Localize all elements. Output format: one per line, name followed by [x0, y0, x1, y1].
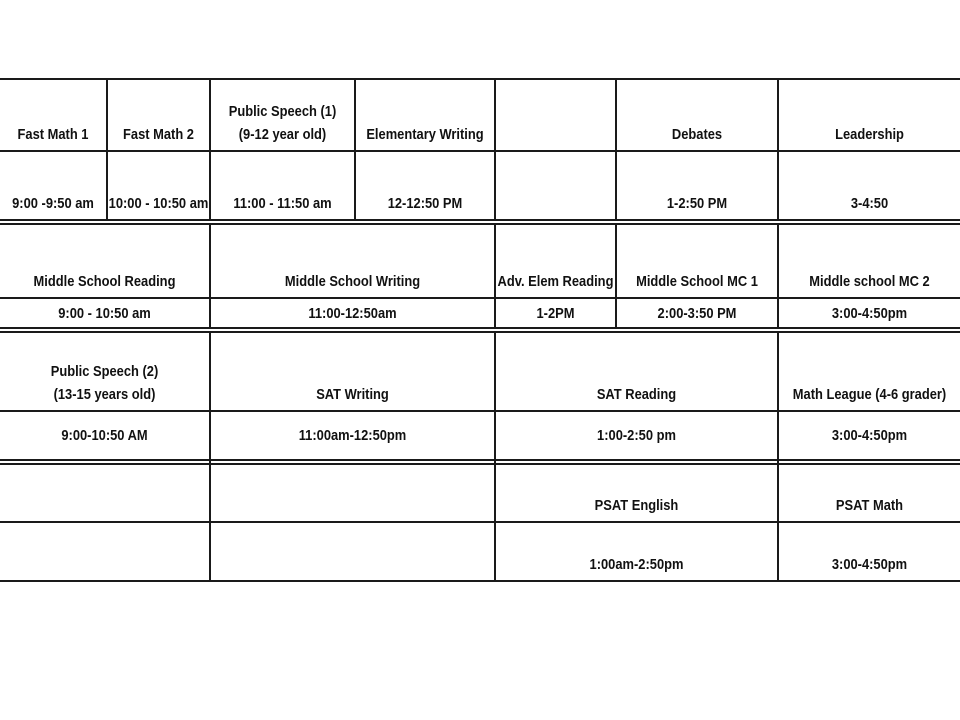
rule	[0, 459, 960, 461]
time-sat-writing	[231, 412, 474, 459]
course-title: SAT Reading	[596, 386, 677, 403]
time-ms-mc1	[628, 299, 766, 327]
course-title: Debates	[671, 126, 723, 143]
course-title: Math League (4-6 grader)	[792, 386, 947, 403]
course-fast-math-1	[7, 80, 98, 150]
course-time: 12-12:50 PM	[387, 195, 463, 212]
course-title: Middle School MC 1	[636, 273, 758, 290]
rule	[494, 223, 496, 329]
rule	[615, 223, 617, 329]
course-ms-reading	[15, 225, 195, 297]
course-title: SAT Writing	[316, 386, 389, 403]
course-time: 1:00-2:50 pm	[597, 427, 676, 444]
time-debates	[628, 152, 766, 219]
course-time: 9:00 -9:50 am	[12, 195, 94, 212]
course-time: 9:00-10:50 AM	[61, 427, 148, 444]
time-math-league	[792, 412, 948, 459]
time-fast-math-2	[108, 152, 209, 219]
rule	[777, 223, 779, 329]
course-title: Fast Math 1	[17, 126, 89, 143]
course-title: Public Speech (2)	[50, 363, 159, 380]
course-time: 3-4:50	[850, 195, 889, 212]
course-time: 3:00-4:50pm	[831, 427, 908, 444]
course-title: PSAT English	[594, 497, 679, 514]
time-public-speech-1	[221, 152, 344, 219]
course-time: 9:00 - 10:50 am	[58, 304, 151, 322]
course-public-speech-2	[15, 333, 195, 410]
course-time: 3:00-4:50pm	[831, 556, 908, 573]
rule	[209, 78, 211, 221]
course-title: Public Speech (1)	[228, 103, 337, 120]
course-title: Middle school MC 2	[809, 273, 930, 290]
time-adv-elem-reading	[504, 299, 606, 327]
course-time: 1:00am-2:50pm	[589, 556, 684, 573]
course-sat-reading	[516, 333, 758, 410]
rule	[0, 580, 960, 582]
rule	[209, 331, 211, 582]
time-ms-reading	[15, 299, 195, 327]
time-ms-writing	[231, 299, 474, 327]
time-public-speech-2	[15, 412, 195, 459]
course-time: 11:00 - 11:50 am	[233, 195, 332, 212]
rule	[494, 331, 496, 582]
course-title: Fast Math 2	[123, 126, 194, 143]
time-elementary-writing	[366, 152, 485, 219]
rule	[0, 219, 960, 221]
course-time: 1-2:50 PM	[666, 195, 728, 212]
course-time: 11:00am-12:50pm	[298, 427, 407, 444]
course-title: Elementary Writing	[366, 126, 484, 143]
course-age-range: (9-12 year old)	[238, 126, 327, 143]
time-psat-math	[792, 523, 948, 580]
course-psat-math	[792, 465, 948, 521]
course-fast-math-2	[115, 80, 202, 150]
course-time: 1-2PM	[536, 304, 575, 322]
course-age-range: (13-15 years old)	[53, 386, 156, 403]
course-title: Middle School Reading	[33, 273, 176, 290]
course-time: 10:00 - 10:50 am	[108, 195, 209, 212]
rule	[0, 327, 960, 329]
course-time: 2:00-3:50 PM	[657, 304, 737, 322]
course-sat-writing	[231, 333, 474, 410]
rule	[615, 78, 617, 221]
rule	[354, 78, 356, 221]
course-elementary-writing	[366, 80, 485, 150]
time-psat-english	[516, 523, 758, 580]
rule	[494, 78, 496, 221]
course-title: PSAT Math	[835, 497, 904, 514]
course-public-speech-1	[221, 80, 344, 150]
time-sat-reading	[516, 412, 758, 459]
course-adv-elem-reading	[497, 225, 614, 297]
course-leadership	[792, 80, 948, 150]
rule	[777, 78, 779, 221]
course-psat-english	[516, 465, 758, 521]
time-leadership	[792, 152, 948, 219]
course-ms-writing	[231, 225, 474, 297]
rule	[777, 331, 779, 582]
course-time: 3:00-4:50pm	[831, 304, 908, 322]
course-math-league	[792, 333, 948, 410]
rule	[209, 223, 211, 329]
course-ms-mc2	[792, 225, 948, 297]
course-ms-mc1	[628, 225, 766, 297]
course-title: Leadership	[835, 126, 904, 143]
course-debates	[628, 80, 766, 150]
time-fast-math-1	[7, 152, 98, 219]
course-title: Adv. Elem Reading	[497, 273, 614, 290]
time-ms-mc2	[792, 299, 948, 327]
course-title: Middle School Writing	[284, 273, 421, 290]
course-time: 11:00-12:50am	[308, 304, 397, 322]
